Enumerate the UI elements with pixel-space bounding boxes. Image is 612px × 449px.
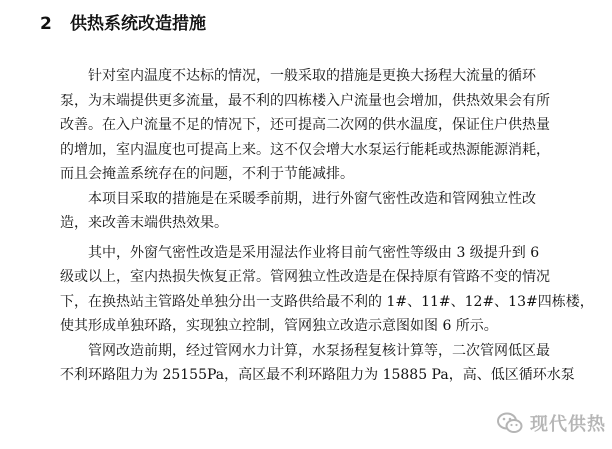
text-line: 的增加，室内温度也可提高上来。这不仅会增大水泵运行能耗或热源能源消耗，	[60, 141, 550, 158]
text-line: 本项目采取的措施是在采暖季前期，进行外窗气密性改造和管网独立性改	[88, 190, 536, 207]
text-line: 管网改造前期，经过管网水力计算，水泵扬程复核计算等，二次管网低区最	[88, 342, 550, 359]
text-line: 针对室内温度不达标的情况，一般采取的措施是更换大扬程大流量的循环	[88, 68, 536, 84]
watermark	[496, 409, 606, 437]
text-line: 而且会掩盖系统存在的问题，不利于节能减排。	[60, 166, 354, 182]
text-line: 泵，为末端提供更多流量，最不利的四栋楼入户流量也会增加，供热效果会有所	[60, 92, 550, 109]
section-heading	[40, 13, 206, 35]
text-line: 使其形成单独环路，实现独立控制，管网独立改造示意图如图 6 所示。	[60, 318, 498, 334]
text-line: 其中，外窗气密性改造是采用湿法作业将目前气密性等级由 3 级提升到 6	[88, 244, 540, 261]
wechat-logo-icon	[496, 409, 524, 437]
paragraph-1	[60, 64, 590, 187]
text-line: 造，来改善末端供热效果。	[60, 215, 228, 231]
text-line: 级或以上，室内热损失恢复正常。管网独立性改造是在保持原有管路不变的情况	[60, 269, 550, 285]
paragraph-2	[60, 187, 590, 236]
paragraph-3	[60, 241, 594, 339]
body-text	[60, 64, 594, 388]
text-line: 改善。在入户流量不足的情况下，还可提高二次网的供水温度，保证住户供热量	[60, 117, 550, 133]
text-line: 下，在换热站主管路处单独分出一支路供给最不利的 1#、11#、12#、13#四栋楼，	[60, 293, 594, 310]
watermark-text: 现代供热	[530, 414, 606, 435]
section-title: 供热系统改造措施	[70, 14, 206, 34]
paragraph-4	[60, 339, 590, 388]
section-number: 2	[40, 14, 52, 34]
text-line: 不利环路阻力为 25155Pa，高区最不利环路阻力为 15885 Pa，高、低区循环水泵	[60, 367, 575, 383]
